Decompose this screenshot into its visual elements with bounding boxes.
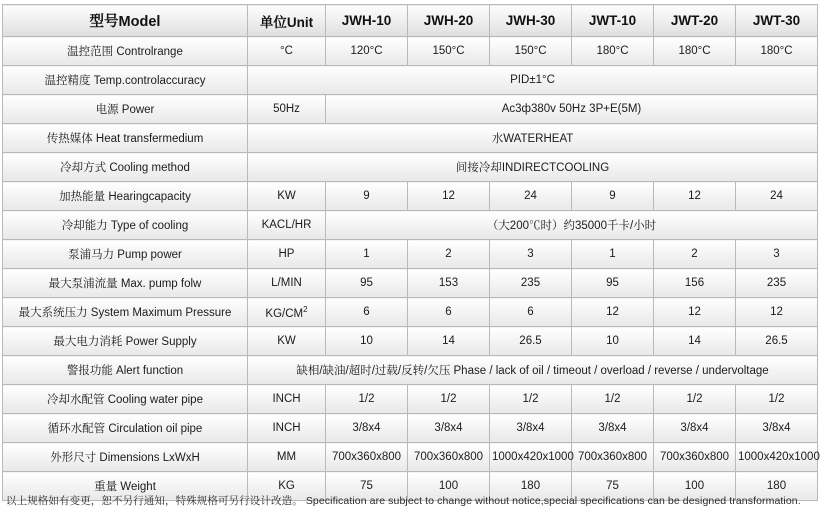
- row-value: 3/8x4: [490, 414, 572, 443]
- row-label: 最大系统压力 System Maximum Pressure: [3, 298, 248, 327]
- row-unit: KW: [248, 182, 326, 211]
- row-label: 外形尺寸 Dimensions LxWxH: [3, 443, 248, 472]
- row-value: 3/8x4: [326, 414, 408, 443]
- table-header: [3, 5, 818, 37]
- header-model-jwt-10: JWT-10: [572, 5, 654, 37]
- row-unit-superscript: 2: [303, 304, 308, 314]
- row-value: 3/8x4: [572, 414, 654, 443]
- row-value: 95: [572, 269, 654, 298]
- row-value: 1/2: [408, 385, 490, 414]
- row-label: 最大泵浦流量 Max. pump folw: [3, 269, 248, 298]
- row-value: 14: [408, 327, 490, 356]
- row-span-value: Ac3ф380v 50Hz 3P+E(5M): [326, 95, 818, 124]
- row-unit: KACL/HR: [248, 211, 326, 240]
- row-value: 180°C: [654, 37, 736, 66]
- row-value: 1/2: [490, 385, 572, 414]
- row-value: 235: [490, 269, 572, 298]
- row-label: 冷却方式 Cooling method: [3, 153, 248, 182]
- table-row: [3, 182, 818, 211]
- header-unit: 单位Unit: [248, 5, 326, 37]
- table-row: [3, 414, 818, 443]
- row-value: 10: [326, 327, 408, 356]
- table-row: [3, 240, 818, 269]
- row-value: 6: [408, 298, 490, 327]
- table-row: [3, 124, 818, 153]
- row-label: 温控范围 Controlrange: [3, 37, 248, 66]
- row-value: 700x360x800: [408, 443, 490, 472]
- row-value: 180: [490, 472, 572, 501]
- row-value: 1/2: [654, 385, 736, 414]
- row-value: 150°C: [408, 37, 490, 66]
- row-value: 9: [572, 182, 654, 211]
- row-value: 3/8x4: [654, 414, 736, 443]
- row-value: 12: [408, 182, 490, 211]
- table-row: [3, 211, 818, 240]
- row-value: 3: [736, 240, 818, 269]
- row-unit: 50Hz: [248, 95, 326, 124]
- table-row: [3, 269, 818, 298]
- row-label: 传热媒体 Heat transfermedium: [3, 124, 248, 153]
- header-model-jwh-20: JWH-20: [408, 5, 490, 37]
- row-value: 6: [326, 298, 408, 327]
- row-value: 75: [326, 472, 408, 501]
- header-model-jwh-10: JWH-10: [326, 5, 408, 37]
- row-value: 2: [408, 240, 490, 269]
- row-value: 1/2: [572, 385, 654, 414]
- row-span-value: PID±1°C: [248, 66, 818, 95]
- row-unit: L/MIN: [248, 269, 326, 298]
- row-label: 循环水配管 Circulation oil pipe: [3, 414, 248, 443]
- row-label: 最大电力消耗 Power Supply: [3, 327, 248, 356]
- table-row: [3, 298, 818, 327]
- row-value: 12: [572, 298, 654, 327]
- row-label: 重量 Weight: [3, 472, 248, 501]
- row-span-value: 水WATERHEAT: [248, 124, 818, 153]
- row-value: 24: [490, 182, 572, 211]
- row-value: 1: [326, 240, 408, 269]
- row-unit: °C: [248, 37, 326, 66]
- row-value: 180: [736, 472, 818, 501]
- row-value: 1000x420x1000: [490, 443, 572, 472]
- row-value: 3/8x4: [736, 414, 818, 443]
- row-value: 1000x420x1000: [736, 443, 818, 472]
- table-row: [3, 95, 818, 124]
- row-value: 14: [654, 327, 736, 356]
- row-value: 100: [408, 472, 490, 501]
- row-value: 153: [408, 269, 490, 298]
- row-value: 235: [736, 269, 818, 298]
- row-value: 700x360x800: [654, 443, 736, 472]
- row-value: 3/8x4: [408, 414, 490, 443]
- row-value: 1/2: [326, 385, 408, 414]
- table-row: [3, 443, 818, 472]
- table-row: [3, 385, 818, 414]
- row-unit: [248, 298, 326, 327]
- row-span-value: 间接冷却INDIRECTCOOLING: [248, 153, 818, 182]
- row-value: 9: [326, 182, 408, 211]
- row-value: 26.5: [490, 327, 572, 356]
- row-label: 冷却能力 Type of cooling: [3, 211, 248, 240]
- table-body: [3, 37, 818, 501]
- header-model-jwt-30: JWT-30: [736, 5, 818, 37]
- table-row: [3, 66, 818, 95]
- row-value: 100: [654, 472, 736, 501]
- row-span-value: 缺相/缺油/超时/过载/反转/欠压 Phase / lack of oil / timeout / overload / reverse / undervoltage: [248, 356, 818, 385]
- row-unit: HP: [248, 240, 326, 269]
- header-model-jwt-20: JWT-20: [654, 5, 736, 37]
- row-unit: MM: [248, 443, 326, 472]
- row-label: 电源 Power: [3, 95, 248, 124]
- row-label: 加热能量 Hearingcapacity: [3, 182, 248, 211]
- row-value: 700x360x800: [572, 443, 654, 472]
- row-unit: INCH: [248, 385, 326, 414]
- header-row: [3, 5, 818, 37]
- row-value: 150°C: [490, 37, 572, 66]
- table-row: [3, 327, 818, 356]
- row-unit: KW: [248, 327, 326, 356]
- row-value: 12: [654, 298, 736, 327]
- row-value: 10: [572, 327, 654, 356]
- row-value: 24: [736, 182, 818, 211]
- row-value: 700x360x800: [326, 443, 408, 472]
- row-value: 180°C: [736, 37, 818, 66]
- row-value: 3: [490, 240, 572, 269]
- row-unit: INCH: [248, 414, 326, 443]
- row-value: 2: [654, 240, 736, 269]
- row-value: 26.5: [736, 327, 818, 356]
- header-model-jwh-30: JWH-30: [490, 5, 572, 37]
- table-row: [3, 153, 818, 182]
- row-value: 12: [736, 298, 818, 327]
- row-unit: KG: [248, 472, 326, 501]
- row-value: 12: [654, 182, 736, 211]
- row-value: 1/2: [736, 385, 818, 414]
- row-value: 1: [572, 240, 654, 269]
- header-model: 型号Model: [3, 5, 248, 37]
- row-label: 泵浦马力 Pump power: [3, 240, 248, 269]
- row-label: 冷却水配管 Cooling water pipe: [3, 385, 248, 414]
- specification-table: [2, 4, 818, 501]
- footnote: 以上规格如有变更，恕不另行通知，特殊规格可另行设计改造。 Specification are subject to change without notice,special specifications can be designed transformation.: [6, 495, 801, 507]
- row-span-value: （大200℃时）约35000千卡/小时: [326, 211, 818, 240]
- row-label: 温控精度 Temp.controlaccuracy: [3, 66, 248, 95]
- row-value: 95: [326, 269, 408, 298]
- row-value: 156: [654, 269, 736, 298]
- row-value: 75: [572, 472, 654, 501]
- row-value: 120°C: [326, 37, 408, 66]
- row-value: 180°C: [572, 37, 654, 66]
- row-value: 6: [490, 298, 572, 327]
- table-row: [3, 356, 818, 385]
- row-unit-text: KG/CM: [265, 307, 304, 320]
- table-row: [3, 37, 818, 66]
- row-label: 警报功能 Alert function: [3, 356, 248, 385]
